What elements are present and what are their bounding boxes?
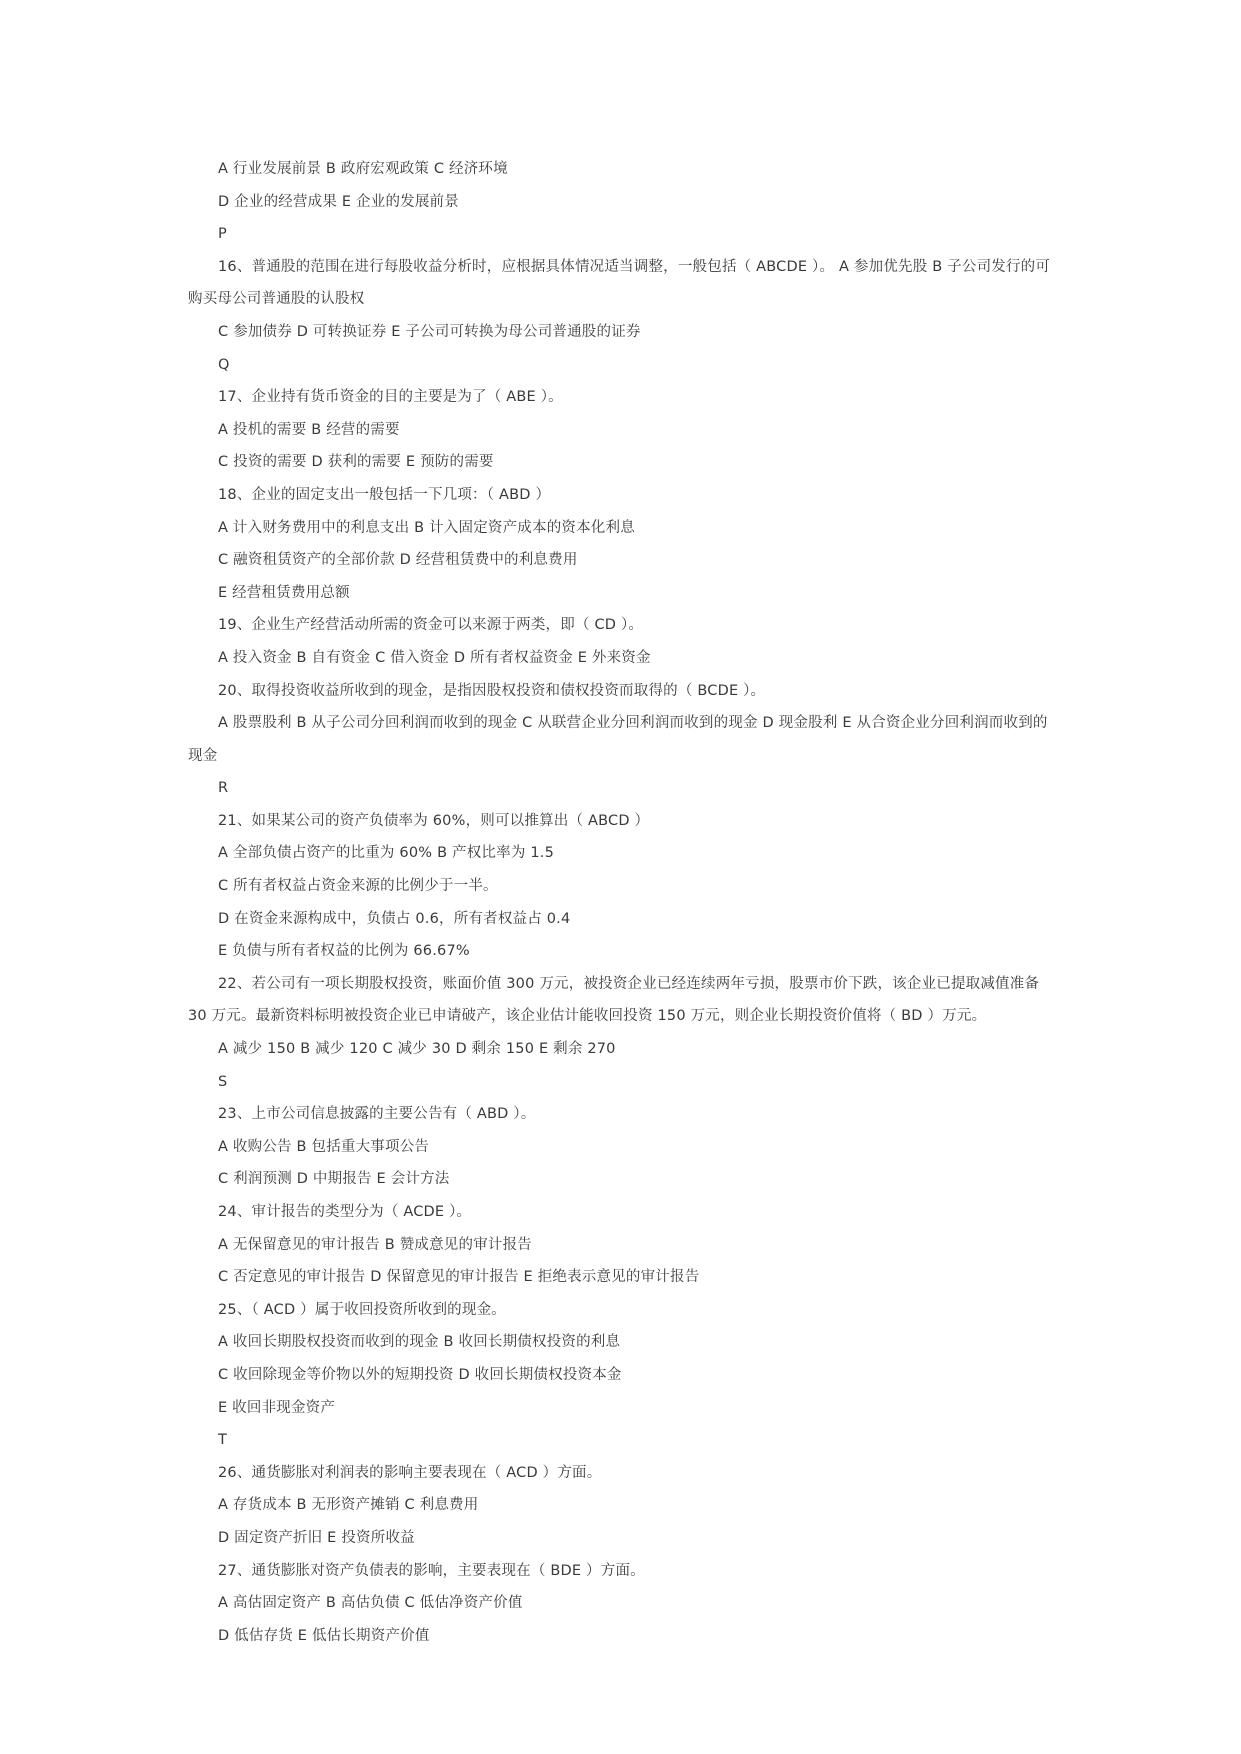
text-line: 20、取得投资收益所收到的现金，是指因股权投资和债权投资而取得的（ BCDE ）。 (218, 682, 766, 699)
text-line: D 固定资产折旧 E 投资所收益 (218, 1529, 415, 1546)
text-line: 24、审计报告的类型分为（ ACDE ）。 (218, 1204, 472, 1220)
text-line: T (218, 1432, 228, 1449)
text-line: A 收回长期股权投资而收到的现金 B 收回长期债权投资的利息 (218, 1334, 621, 1351)
text-line: C 参加债券 D 可转换证券 E 子公司可转换为母公司普通股的证券 (218, 323, 641, 340)
text-line: C 收回除现金等价物以外的短期投资 D 收回长期债权投资本金 (218, 1366, 622, 1383)
text-line: A 投机的需要 B 经营的需要 (218, 421, 400, 438)
text-line: 23、上市公司信息披露的主要公告有（ ABD ）。 (218, 1106, 536, 1123)
text-line: A 全部负债占资产的比重为 60% B 产权比率为 1.5 (218, 845, 554, 862)
text-line: A 收购公告 B 包括重大事项公告 (218, 1138, 430, 1155)
text-line: 18、企业的固定支出一般包括一下几项：（ ABD ） (218, 486, 551, 503)
text-line: 26、通货膨胀对利润表的影响主要表现在（ ACD ）方面。 (218, 1464, 602, 1481)
text-line: E 经营租赁费用总额 (218, 584, 350, 601)
text-line: 21、如果某公司的资产负债率为 60%，则可以推算出（ ABCD ） (218, 812, 650, 829)
text-line: A 股票股利 B 从子公司分回利润而收到的现金 C 从联营企业分回利润而收到的现金 D 现金股利 E 从合资企业分回利润而收到的现金 (188, 715, 1048, 764)
text-line: 19、企业生产经营活动所需的资金可以来源于两类，即（ CD ）。 (218, 617, 644, 634)
text-line: C 投资的需要 D 获利的需要 E 预防的需要 (218, 454, 494, 471)
text-line: C 融资租赁资产的全部价款 D 经营租赁费中的利息费用 (218, 552, 578, 569)
text-line: A 高估固定资产 B 高估负债 C 低估净资产价值 (218, 1595, 523, 1612)
text-line: A 计入财务费用中的利息支出 B 计入固定资产成本的资本化利息 (218, 519, 635, 536)
text-line: 16、普通股的范围在进行每股收益分析时，应根据具体情况适当调整，一般包括（ ABCDE ）。 A 参加优先股 B 子公司发行的可购买母公司普通股的认股权 (188, 258, 1051, 308)
text-line: 27、通货膨胀对资产负债表的影响，主要表现在（ BDE ）方面。 (218, 1562, 645, 1579)
text-line: A 减少 150 B 减少 120 C 减少 30 D 剩余 150 E 剩余 270 (218, 1041, 616, 1058)
text-line: C 利润预测 D 中期报告 E 会计方法 (218, 1171, 450, 1188)
text-line: D 在资金来源构成中，负债占 0.6，所有者权益占 0.4 (218, 910, 571, 927)
text-line: A 存货成本 B 无形资产摊销 C 利息费用 (218, 1497, 479, 1514)
text-line: A 投入资金 B 自有资金 C 借入资金 D 所有者权益资金 E 外来资金 (218, 649, 651, 666)
text-line: 25、（ ACD ）属于收回投资所收到的现金。 (218, 1301, 506, 1318)
text-line: P (218, 226, 227, 243)
document-body (188, 153, 1056, 1652)
text-line: D 企业的经营成果 E 企业的发展前景 (218, 193, 459, 210)
text-line: E 负债与所有者权益的比例为 66.67% (218, 943, 470, 960)
text-line: 22、若公司有一项长期股权投资，账面价值 300 万元，被投资企业已经连续两年亏损，股票市价下跌，该企业已提取减值准备 30 万元。最新资料标明被投资企业已申请破产，该企业估计能收回投资 150 万元，则企业长期投资价值将（ BD ）万元。 (188, 975, 1040, 1025)
text-line: 17、企业持有货币资金的目的主要是为了（ ABE ）。 (218, 389, 563, 406)
text-line: S (218, 1073, 228, 1090)
text-line: R (218, 780, 229, 797)
text-line: A 行业发展前景 B 政府宏观政策 C 经济环境 (218, 161, 508, 177)
text-line: D 低估存货 E 低估长期资产价值 (218, 1627, 430, 1644)
text-line: Q (218, 356, 230, 373)
text-line: C 所有者权益占资金来源的比例少于一半。 (218, 878, 498, 895)
text-line: C 否定意见的审计报告 D 保留意见的审计报告 E 拒绝表示意见的审计报告 (218, 1269, 700, 1286)
text-line: E 收回非现金资产 (218, 1399, 336, 1416)
text-line: A 无保留意见的审计报告 B 赞成意见的审计报告 (218, 1236, 532, 1253)
